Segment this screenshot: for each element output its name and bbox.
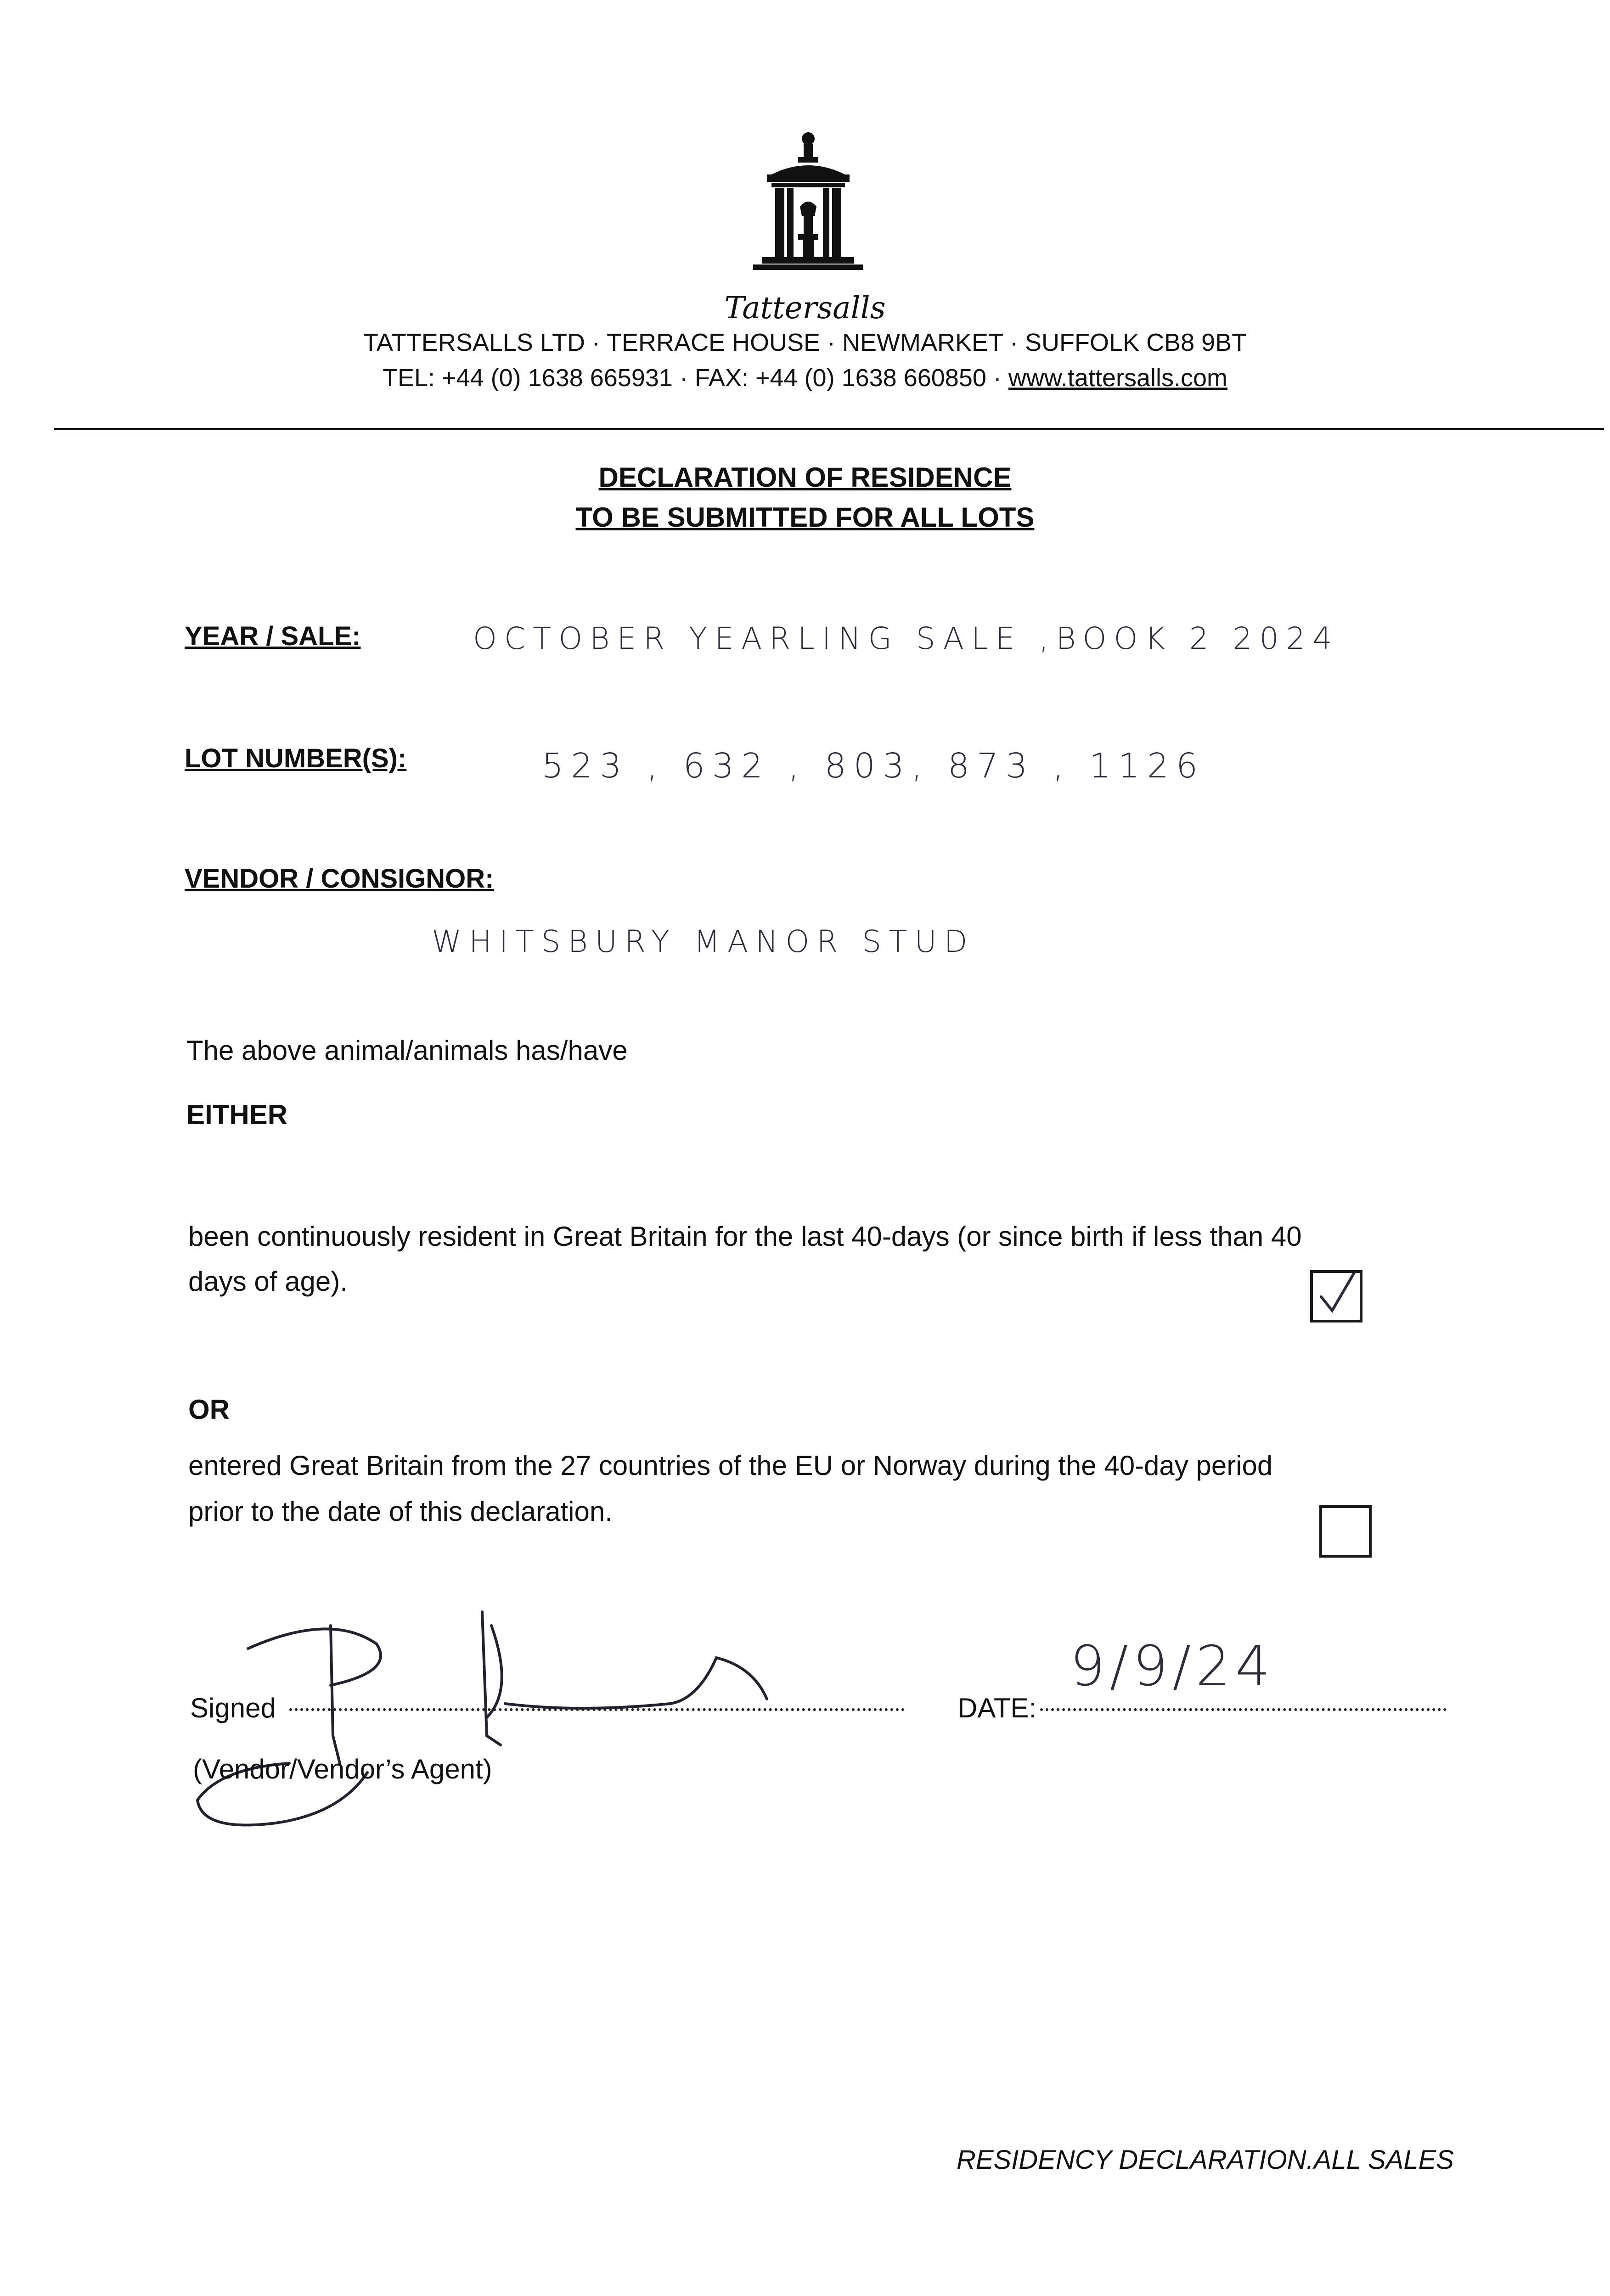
signed-role: (Vendor/Vendor’s Agent) (193, 1754, 492, 1784)
option1-text-line1: been continuously resident in Great Britain for the last 40-days (or since birth if less than 40 (188, 1221, 1302, 1252)
option2-checkbox[interactable] (1319, 1505, 1372, 1558)
form-title-line2: TO BE SUBMITTED FOR ALL LOTS (575, 502, 1035, 533)
date-label: DATE: (957, 1693, 1037, 1723)
vendor-field[interactable]: WHITSBURY MANOR STUD (432, 924, 975, 959)
tel-fax: TEL: +44 (0) 1638 665931 · FAX: +44 (0) 1638 660850 · (382, 364, 1008, 392)
temple-emblem-icon (739, 129, 877, 285)
lot-numbers-label: LOT NUMBER(S): (185, 743, 407, 773)
option1-text-line2: days of age). (188, 1266, 348, 1297)
either-heading: EITHER (186, 1099, 288, 1130)
vendor-label: VENDOR / CONSIGNOR: (185, 864, 494, 894)
contact-line (0, 364, 1610, 392)
lot-numbers-field[interactable]: 523 , 632 , 803, 873 , 1126 (542, 746, 1205, 786)
option2-text-line2: prior to the date of this declaration. (188, 1496, 613, 1527)
date-field[interactable]: 9/9/24 (1070, 1635, 1275, 1699)
brand-name: Tattersalls (724, 290, 886, 326)
header-divider (54, 428, 1604, 430)
year-sale-label: YEAR / SALE: (185, 621, 361, 651)
form-title-line1: DECLARATION OF RESIDENCE (598, 462, 1012, 493)
option1-checkbox[interactable] (1310, 1270, 1362, 1322)
website-link[interactable]: www.tattersalls.com (1008, 364, 1228, 392)
year-sale-field[interactable]: OCTOBER YEARLING SALE ,BOOK 2 2024 (473, 621, 1340, 656)
tattersalls-logo (739, 129, 877, 285)
or-heading: OR (188, 1394, 230, 1425)
checkmark-icon (1313, 1273, 1360, 1320)
signature-icon (165, 1598, 854, 1828)
handwritten-signature (165, 1598, 854, 1828)
company-address: TATTERSALLS LTD · TERRACE HOUSE · NEWMARKET · SUFFOLK CB8 9BT (363, 329, 1247, 356)
option2-text-line1: entered Great Britain from the 27 countries of the EU or Norway during the 40-day period (188, 1450, 1273, 1481)
form-footer: RESIDENCY DECLARATION.ALL SALES (956, 2145, 1454, 2175)
signed-label: Signed (190, 1693, 276, 1723)
declaration-intro: The above animal/animals has/have (186, 1035, 628, 1066)
